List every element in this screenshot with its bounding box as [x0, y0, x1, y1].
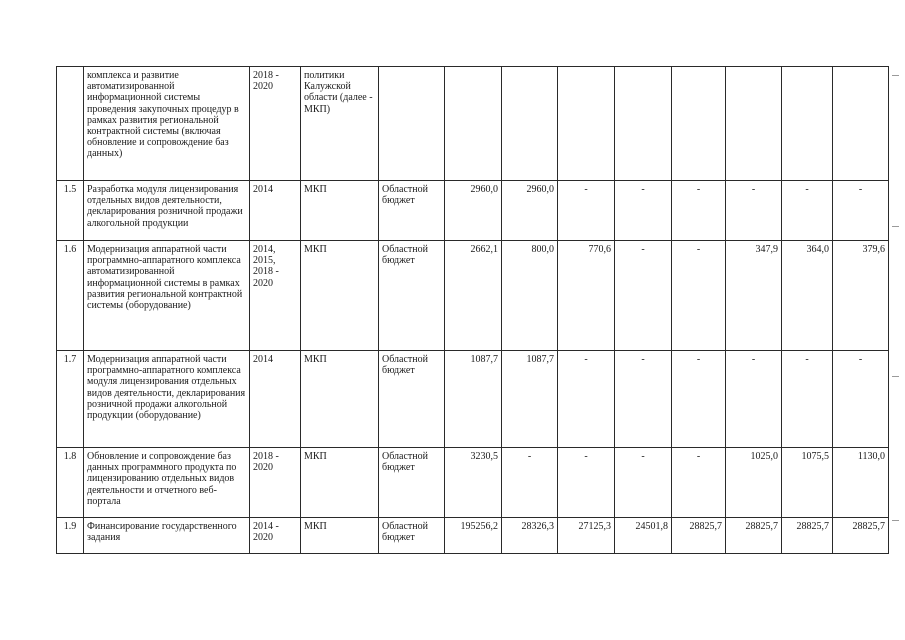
- amount-cell: -: [558, 181, 615, 241]
- amount-cell: [833, 67, 889, 181]
- amount-cell: 28326,3: [502, 518, 558, 554]
- margin-mark: [892, 226, 899, 227]
- table-row: [57, 67, 889, 181]
- period-years: 2018 - 2020: [250, 67, 301, 181]
- amount-cell: 1075,5: [782, 448, 833, 518]
- amount-cell: 28825,7: [833, 518, 889, 554]
- amount-cell: 2662,1: [445, 241, 502, 351]
- amount-cell: 28825,7: [726, 518, 782, 554]
- executor: МКП: [301, 448, 379, 518]
- row-number: 1.8: [57, 448, 84, 518]
- amount-cell: [558, 67, 615, 181]
- amount-cell: 347,9: [726, 241, 782, 351]
- amount-cell: 1130,0: [833, 448, 889, 518]
- amount-cell: -: [558, 448, 615, 518]
- amount-cell: 364,0: [782, 241, 833, 351]
- amount-cell: 1087,7: [445, 351, 502, 448]
- row-number: 1.5: [57, 181, 84, 241]
- amount-cell: -: [502, 448, 558, 518]
- amount-cell: -: [615, 351, 672, 448]
- table-row: [57, 351, 889, 448]
- funding-source: Областной бюджет: [379, 518, 445, 554]
- amount-cell: [445, 67, 502, 181]
- amount-cell: 770,6: [558, 241, 615, 351]
- measure-name: Модернизация аппаратной части программно-аппаратного комплекса автоматизированной информационной системы в рамках развития региональной контрактной системы (оборудование): [84, 241, 250, 351]
- table-row: [57, 241, 889, 351]
- amount-cell: 1087,7: [502, 351, 558, 448]
- budget-table: [56, 66, 889, 554]
- period-years: 2014: [250, 181, 301, 241]
- funding-source: Областной бюджет: [379, 351, 445, 448]
- amount-cell: [726, 67, 782, 181]
- funding-source: [379, 67, 445, 181]
- amount-cell: -: [782, 181, 833, 241]
- amount-cell: -: [672, 181, 726, 241]
- margin-mark: [892, 376, 899, 377]
- amount-cell: 1025,0: [726, 448, 782, 518]
- amount-cell: [615, 67, 672, 181]
- amount-cell: -: [672, 448, 726, 518]
- amount-cell: -: [615, 448, 672, 518]
- row-number: 1.7: [57, 351, 84, 448]
- amount-cell: -: [672, 241, 726, 351]
- measure-name: Обновление и сопровождение баз данных программного продукта по лицензированию отдельных видов деятельности и отчетного веб-портала: [84, 448, 250, 518]
- amount-cell: -: [615, 241, 672, 351]
- measure-name: Разработка модуля лицензирования отдельных видов деятельности, декларирования розничной продажи алкогольной продукции: [84, 181, 250, 241]
- amount-cell: 24501,8: [615, 518, 672, 554]
- amount-cell: [782, 67, 833, 181]
- margin-mark: [892, 75, 899, 76]
- executor: МКП: [301, 241, 379, 351]
- amount-cell: -: [726, 181, 782, 241]
- amount-cell: [672, 67, 726, 181]
- funding-source: Областной бюджет: [379, 448, 445, 518]
- row-number: [57, 67, 84, 181]
- period-years: 2018 - 2020: [250, 448, 301, 518]
- amount-cell: -: [558, 351, 615, 448]
- funding-source: Областной бюджет: [379, 181, 445, 241]
- row-number: 1.9: [57, 518, 84, 554]
- amount-cell: [502, 67, 558, 181]
- funding-source: Областной бюджет: [379, 241, 445, 351]
- amount-cell: 2960,0: [445, 181, 502, 241]
- period-years: 2014: [250, 351, 301, 448]
- executor: политики Калужской области (далее - МКП): [301, 67, 379, 181]
- amount-cell: 2960,0: [502, 181, 558, 241]
- margin-mark: [892, 520, 899, 521]
- executor: МКП: [301, 181, 379, 241]
- amount-cell: 28825,7: [782, 518, 833, 554]
- amount-cell: -: [833, 351, 889, 448]
- table-row: [57, 448, 889, 518]
- amount-cell: 195256,2: [445, 518, 502, 554]
- amount-cell: 27125,3: [558, 518, 615, 554]
- executor: МКП: [301, 518, 379, 554]
- amount-cell: -: [726, 351, 782, 448]
- measure-name: комплекса и развитие автоматизированной информационной системы проведения закупочных процедур в рамках развития региональной контрактной системы (включая обновление и сопровождение баз данных): [84, 67, 250, 181]
- executor: МКП: [301, 351, 379, 448]
- amount-cell: 379,6: [833, 241, 889, 351]
- amount-cell: -: [782, 351, 833, 448]
- amount-cell: 800,0: [502, 241, 558, 351]
- table-row: [57, 181, 889, 241]
- table-row: [57, 518, 889, 554]
- period-years: 2014, 2015, 2018 - 2020: [250, 241, 301, 351]
- amount-cell: -: [615, 181, 672, 241]
- amount-cell: 28825,7: [672, 518, 726, 554]
- measure-name: Модернизация аппаратной части программно-аппаратного комплекса модуля лицензирования отдельных видов деятельности, декларирования розничной продажи алкогольной продукции (оборудование): [84, 351, 250, 448]
- amount-cell: -: [833, 181, 889, 241]
- measure-name: Финансирование государственного задания: [84, 518, 250, 554]
- amount-cell: 3230,5: [445, 448, 502, 518]
- row-number: 1.6: [57, 241, 84, 351]
- period-years: 2014 - 2020: [250, 518, 301, 554]
- amount-cell: -: [672, 351, 726, 448]
